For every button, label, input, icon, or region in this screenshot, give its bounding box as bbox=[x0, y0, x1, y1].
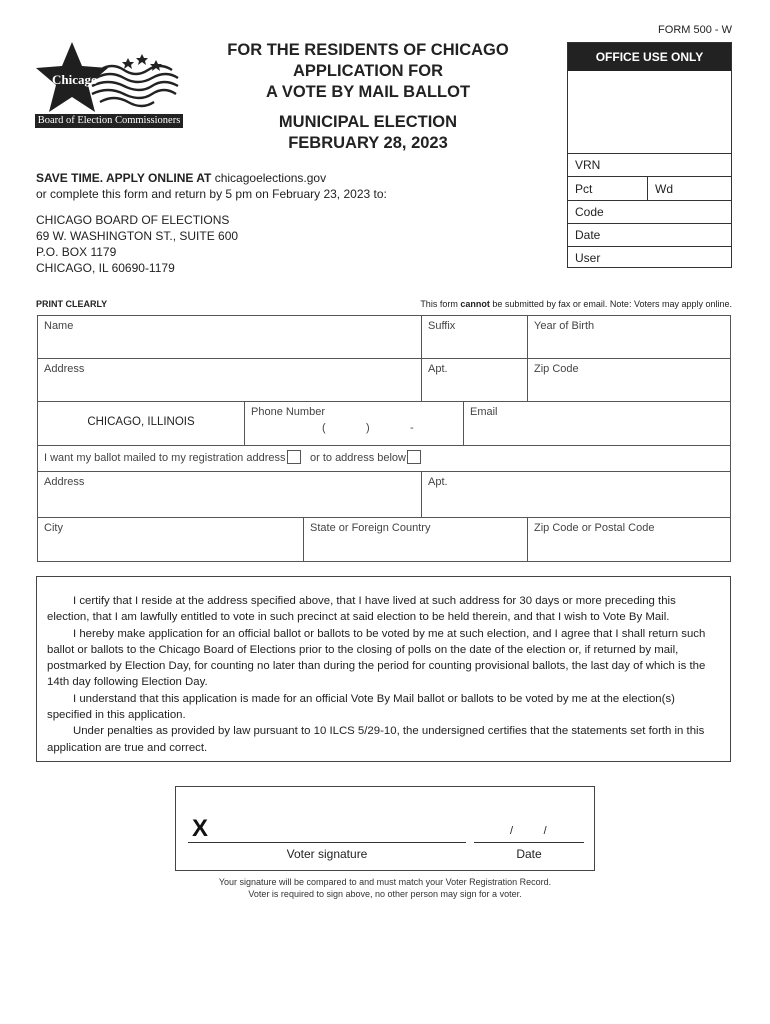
date-slashes: / / bbox=[510, 825, 547, 837]
sole-signer-note: Voter is required to sign above, no other person may sign for a voter. bbox=[248, 889, 522, 899]
certification-text: I certify that I reside at the address specified above, that I have lived at such address for 30 days or more preceding this election, that I am lawfully entitled to vote in such precinct at said election to be held therein, and that I wish to Vote By Mail. I hereby make application for an official ballot or ballots to be voted by me at such election, and I agree that I shall return such ballot or ballots to the Chicago Board of Elections prior to the closing of polls on the date of the election or, if returned by mail, postmarked by Election Day, for counting no later than during the period for counting provisional ballots, the last day of which is the 14th day following Election Day. I understand that this application is made for an official Vote By Mail ballot or ballots to be voted by me at the election(s) specified in this application. Under penalties as provided by law pursuant to 10 ILCS 5/29-10, the undersigned certifies that the statements set forth in this application are true and correct. bbox=[36, 576, 731, 762]
other-address-checkbox[interactable] bbox=[407, 450, 421, 464]
form-title: FOR THE RESIDENTS OF CHICAGO APPLICATION FOR A VOTE BY MAIL BALLOT bbox=[227, 41, 509, 101]
mailing-address: CHICAGO BOARD OF ELECTIONS 69 W. WASHINGTON ST., SUITE 600 P.O. BOX 1179 CHICAGO, IL 60690-1179 bbox=[36, 213, 239, 275]
office-pct-wd: Pct Wd bbox=[568, 176, 731, 200]
form-number: FORM 500 - W bbox=[658, 24, 732, 36]
address-field[interactable]: Address bbox=[37, 358, 422, 402]
date-label: Date bbox=[516, 847, 542, 861]
date-line[interactable] bbox=[474, 842, 584, 843]
office-use-header: OFFICE USE ONLY bbox=[568, 43, 731, 71]
mail-state-field[interactable]: State or Foreign Country bbox=[303, 517, 528, 562]
mail-zip-field[interactable]: Zip Code or Postal Code bbox=[527, 517, 731, 562]
registration-address-checkbox[interactable] bbox=[287, 450, 301, 464]
mail-city-field[interactable]: City bbox=[37, 517, 304, 562]
office-user: User bbox=[568, 246, 731, 269]
suffix-field[interactable]: Suffix bbox=[421, 315, 528, 359]
email-field[interactable]: Email bbox=[463, 401, 731, 446]
signature-note: Your signature will be compared to and must match your Voter Registration Record. bbox=[218, 877, 552, 887]
print-clearly-label: PRINT CLEARLY bbox=[36, 299, 108, 309]
website-link[interactable]: chicagoelections.gov bbox=[214, 171, 327, 185]
office-use-box bbox=[567, 42, 732, 268]
office-code: Code bbox=[568, 200, 731, 223]
year-of-birth-field[interactable]: Year of Birth bbox=[527, 315, 731, 359]
signature-box bbox=[175, 786, 595, 871]
mail-apt-field[interactable]: Apt. bbox=[421, 471, 731, 518]
voter-signature-label: Voter signature bbox=[286, 847, 368, 861]
logo-city-text: Chicago bbox=[52, 72, 98, 87]
signature-x-mark: X bbox=[192, 815, 209, 842]
submission-note: This form cannot be submitted by fax or email. Note: Voters may apply online. bbox=[420, 299, 732, 309]
mailing-choice-row: I want my ballot mailed to my registration address or to address below bbox=[37, 445, 731, 472]
signature-line[interactable] bbox=[188, 842, 466, 843]
election-title: MUNICIPAL ELECTION FEBRUARY 28, 2023 bbox=[278, 113, 458, 152]
zip-code-field[interactable]: Zip Code bbox=[527, 358, 731, 402]
office-date: Date bbox=[568, 223, 731, 246]
office-wd: Wd bbox=[647, 177, 673, 200]
apply-online-instructions: SAVE TIME. APPLY ONLINE AT chicagoelections.gov or complete this form and return by 5 pm on February 23, 2023 to: bbox=[36, 171, 387, 201]
mail-address-field[interactable]: Address bbox=[37, 471, 422, 518]
logo-banner: Board of Election Commissioners bbox=[35, 114, 183, 128]
phone-field[interactable]: Phone Number ( ) - bbox=[244, 401, 464, 446]
apt-field[interactable]: Apt. bbox=[421, 358, 528, 402]
name-field[interactable]: Name bbox=[37, 315, 422, 359]
chicago-board-logo bbox=[30, 40, 190, 132]
office-vrn: VRN bbox=[568, 153, 731, 176]
city-state-preset: CHICAGO, ILLINOIS bbox=[37, 401, 245, 446]
